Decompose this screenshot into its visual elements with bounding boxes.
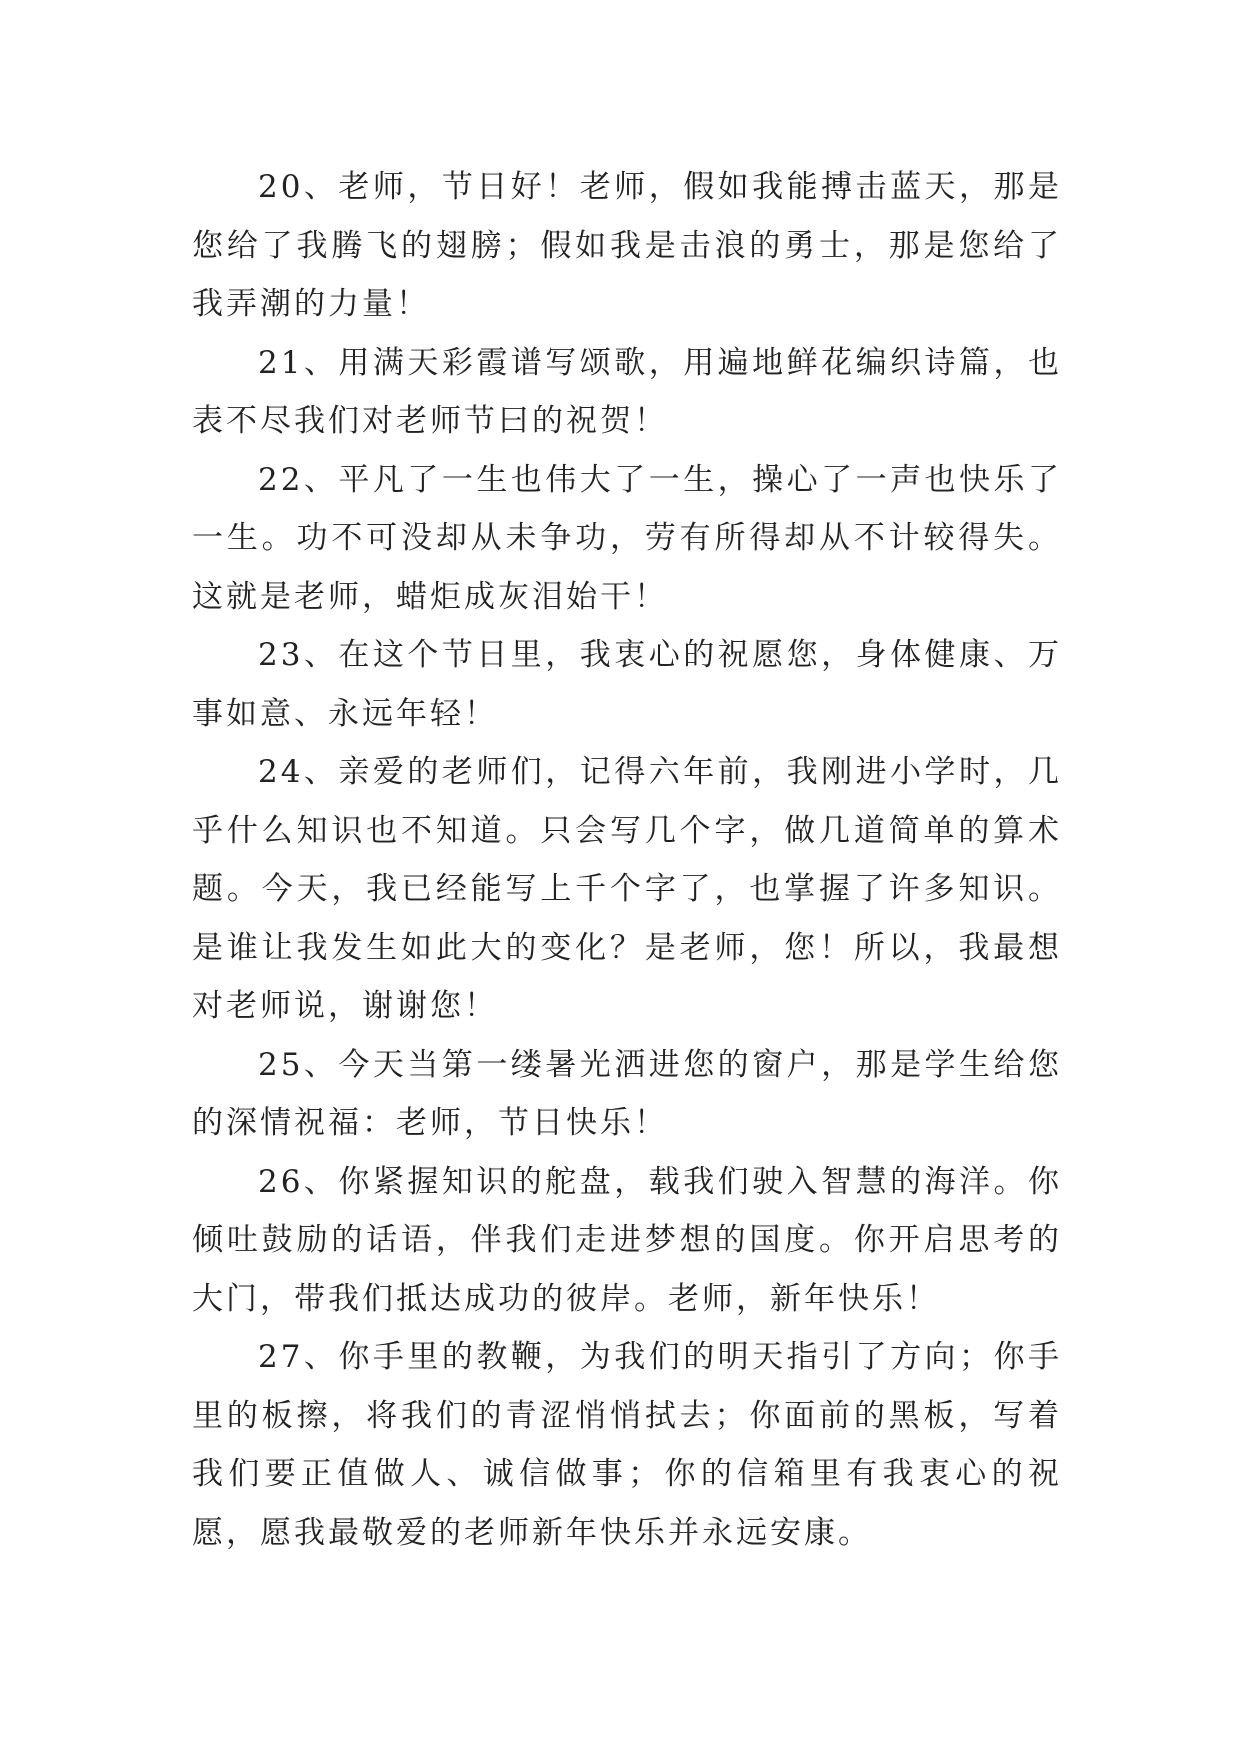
paragraph-27: 27、你手里的教鞭，为我们的明天指引了方向；你手里的板擦，将我们的青涩悄悄拭去；你面前的黑板，写着我们要正值做人、诚信做事；你的信箱里有我衷心的祝愿，愿我最敬爱的老师新年快乐并永远安康。 [192, 1339, 1062, 1551]
paragraph-22: 22、平凡了一生也伟大了一生，操心了一声也快乐了一生。功不可没却从未争功，劳有所得却从不计较得失。这就是老师，蜡炬成灰泪始干！ [192, 461, 1062, 615]
paragraph-20: 20、老师，节日好！老师，假如我能搏击蓝天，那是您给了我腾飞的翅膀；假如我是击浪的勇士，那是您给了我弄潮的力量！ [192, 169, 1062, 322]
paragraph-21: 21、用满天彩霞谱写颂歌，用遍地鲜花编织诗篇，也表不尽我们对老师节曰的祝贺！ [192, 344, 1062, 439]
document-body [192, 158, 1062, 1562]
paragraph-26: 26、你紧握知识的舵盘，载我们驶入智慧的海洋。你倾吐鼓励的话语，伴我们走进梦想的国度。你开启思考的大门，带我们抵达成功的彼岸。老师，新年快乐！ [192, 1163, 1062, 1317]
paragraph-23: 23、在这个节日里，我衷心的祝愿您，身体健康、万事如意、永远年轻！ [192, 637, 1062, 732]
paragraph-24: 24、亲爱的老师们，记得六年前，我刚进小学时，几乎什么知识也不知道。只会写几个字，做几道简单的算术题。今天，我已经能写上千个字了，也掌握了许多知识。是谁让我发生如此大的变化？是老师，您！所以，我最想对老师说，谢谢您！ [192, 754, 1062, 1024]
paragraph-25: 25、今天当第一缕暑光洒进您的窗户，那是学生给您的深情祝福：老师，节日快乐！ [192, 1046, 1062, 1141]
